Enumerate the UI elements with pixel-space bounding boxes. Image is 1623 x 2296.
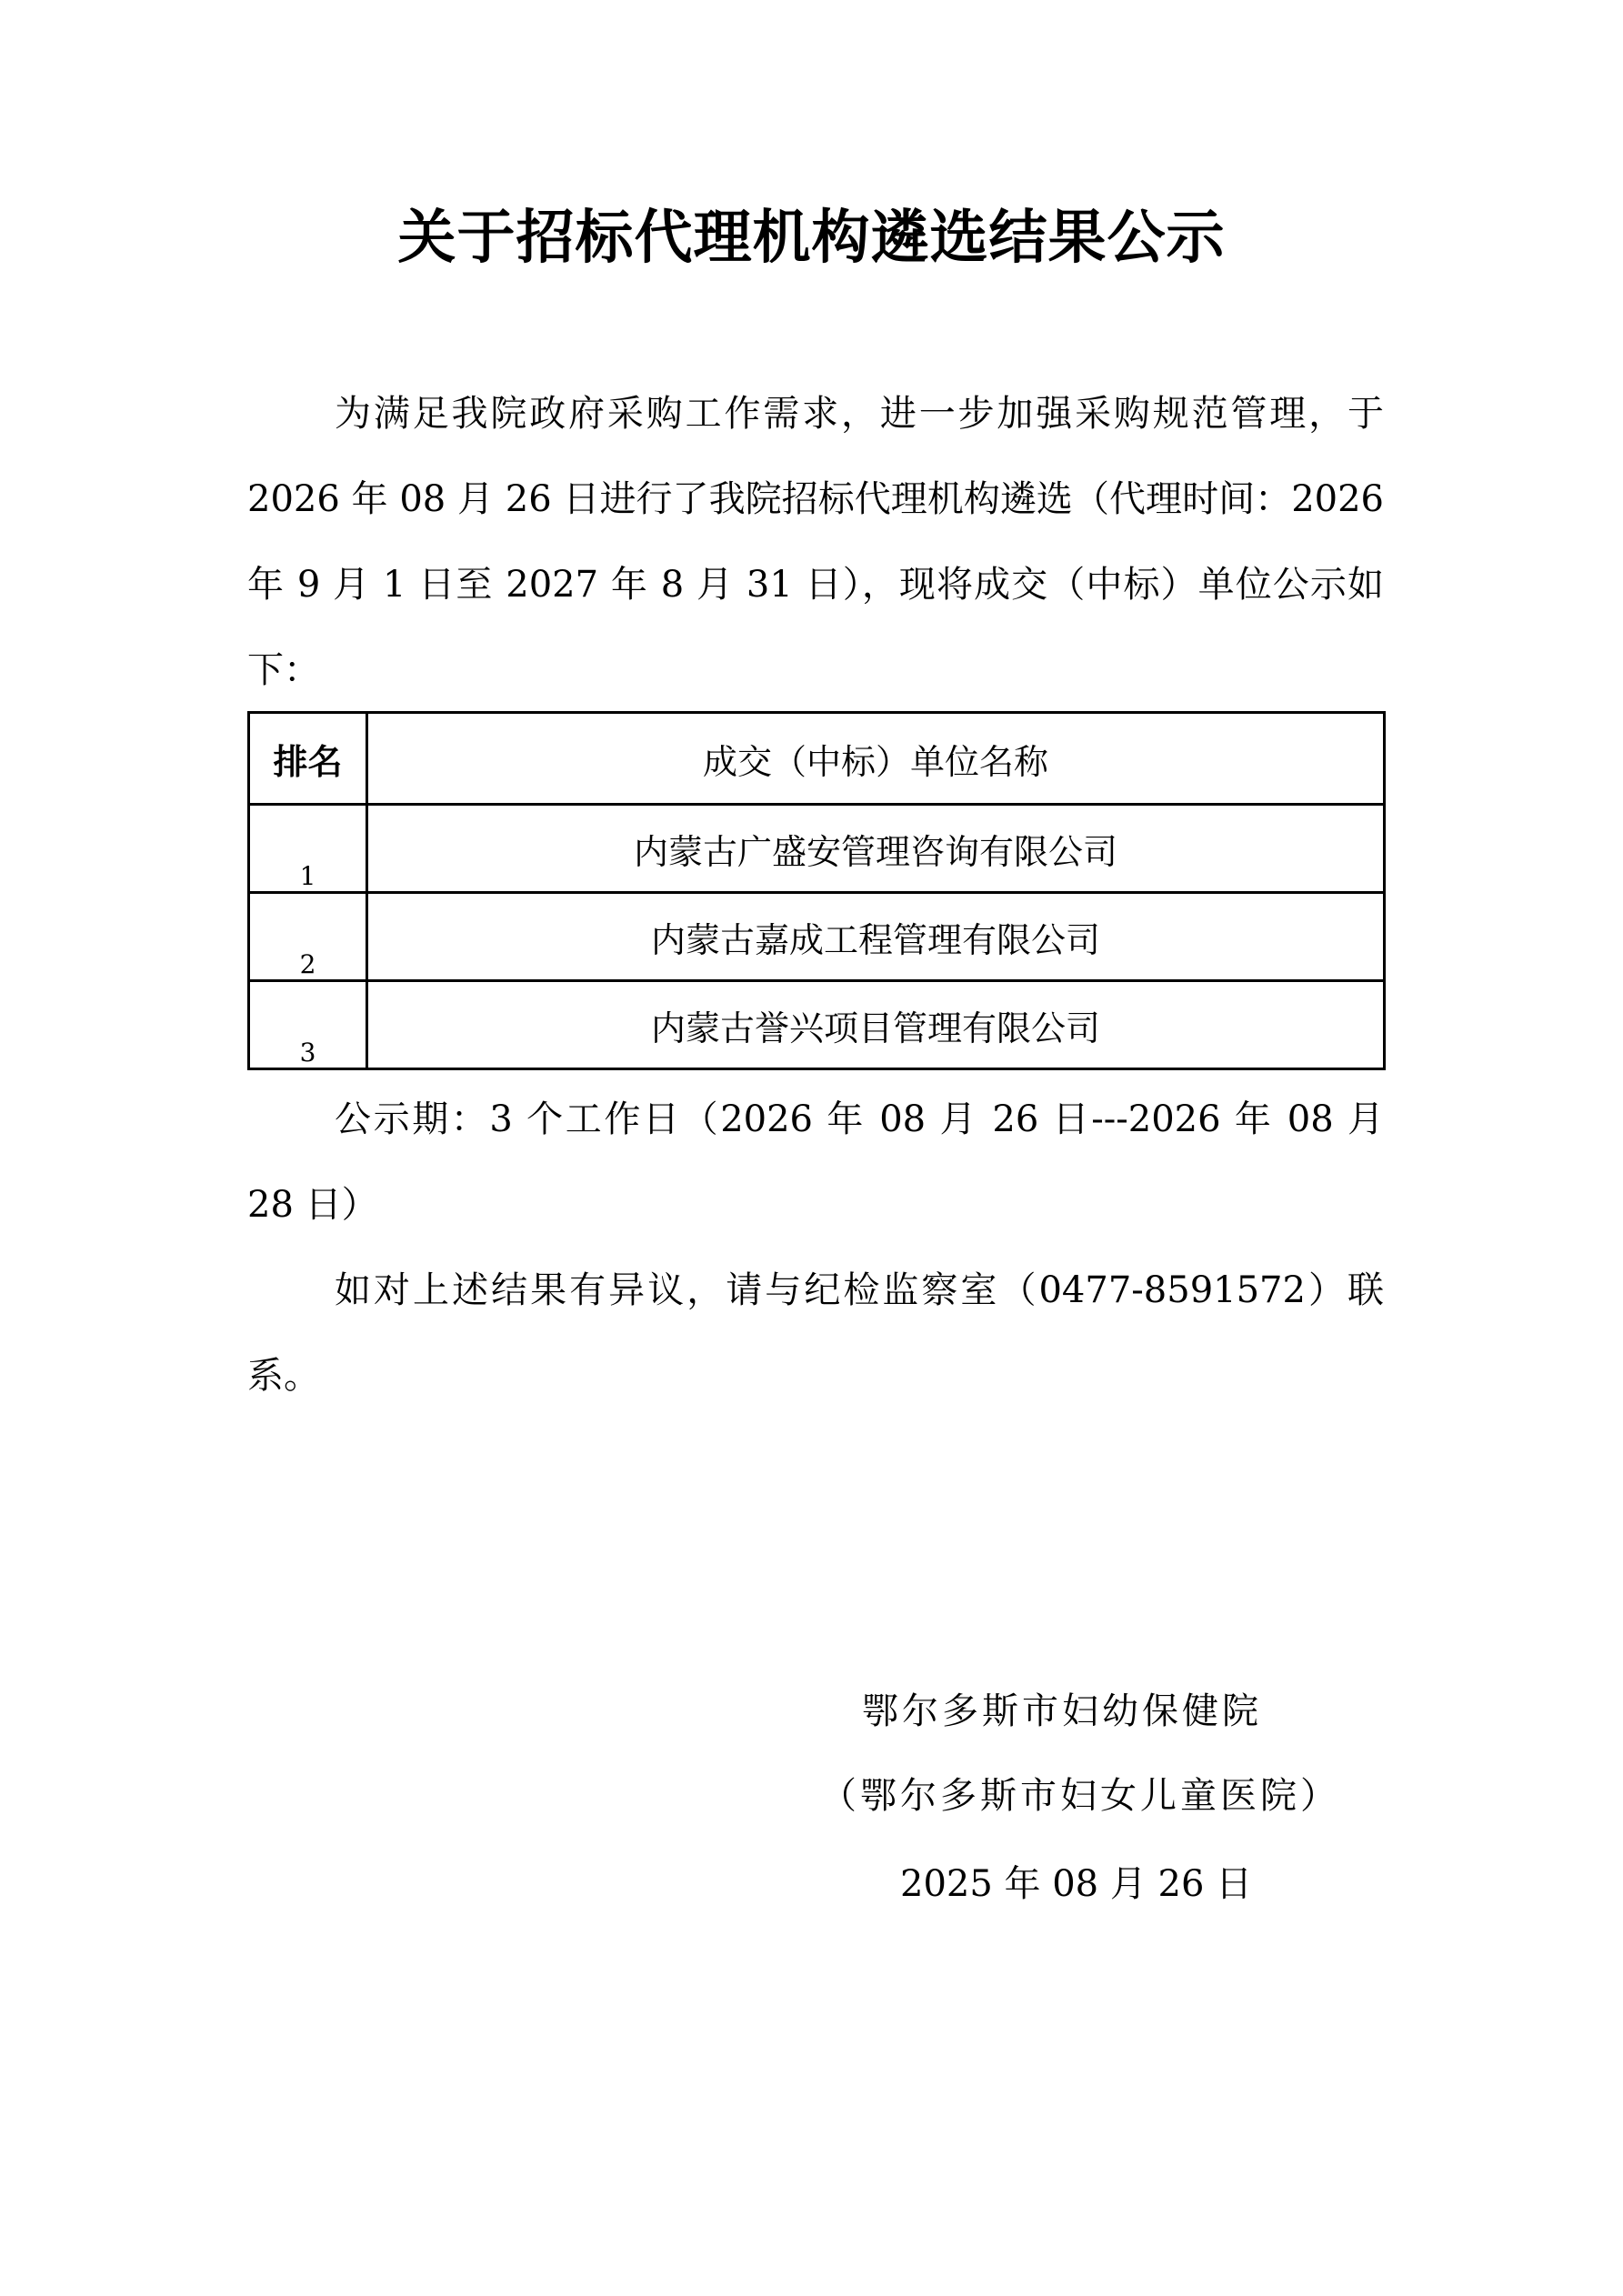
signature-date: 2025 年 08 月 26 日 [900,1863,1253,1905]
company-name-cell: 内蒙古广盛安管理咨询有限公司 [367,805,1385,893]
table-row [249,893,1385,981]
signature-org-alt: （鄂尔多斯市妇女儿童医院） [820,1775,1340,1817]
rank-cell: 3 [249,981,367,1069]
rank-cell: 2 [249,893,367,981]
rank-cell: 1 [249,805,367,893]
table-header-row [249,713,1385,805]
publicity-period: 公示期：3 个工作日（2026 年 08 月 26 日---2026 年 08 月 28 日） [247,1098,1384,1226]
results-table [247,711,1386,1070]
table-row [249,805,1385,893]
company-name-cell: 内蒙古嘉成工程管理有限公司 [367,893,1385,981]
company-name-cell: 内蒙古誉兴项目管理有限公司 [367,981,1385,1069]
rank-header: 排名 [249,713,367,805]
signature-org: 鄂尔多斯市妇幼保健院 [862,1690,1262,1732]
table-row [249,981,1385,1069]
name-header: 成交（中标）单位名称 [367,713,1385,805]
notice-title: 关于招标代理机构遴选结果公示 [397,205,1226,272]
intro-paragraph: 为满足我院政府采购工作需求，进一步加强采购规范管理，于 2026 年 08 月 26 日进行了我院招标代理机构遴选（代理时间：2026 年 9 月 1 日至 2027 年 8 月 31 日），现将成交（中标）单位公示如下： [247,393,1384,691]
contact-paragraph: 如对上述结果有异议，请与纪检监察室（0477-8591572）联系。 [247,1269,1384,1397]
